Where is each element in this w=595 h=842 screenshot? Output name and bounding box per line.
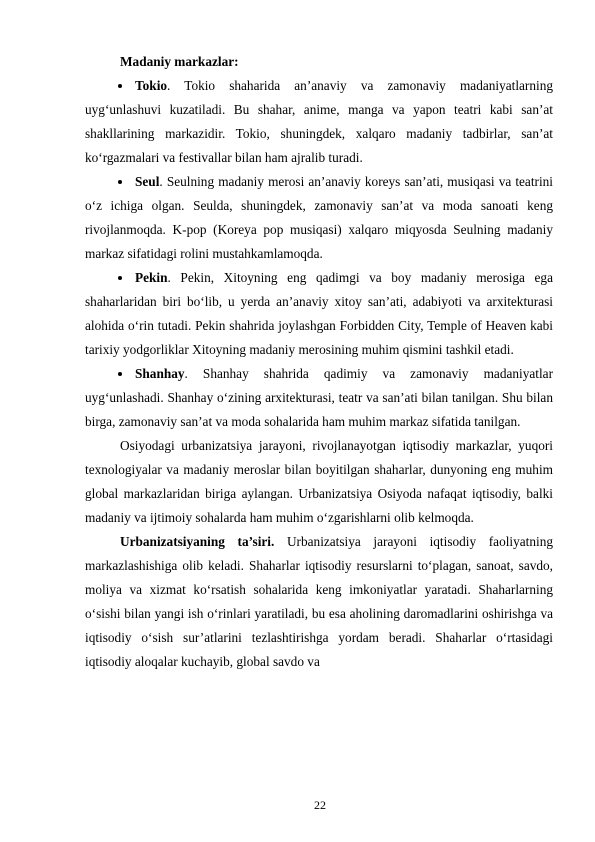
bullet-term: Tokio [135,78,168,93]
bullet-item-seul [85,170,553,266]
bullet-item-tokio [85,74,553,170]
bullet-text: . Seulning madaniy merosi an’anaviy koreys san’ati, musiqasi va teatrini o‘z ichiga olgan. Seulda, shuningdek, zamonaviy san’at va moda sanoati keng rivojlanmoqda. K-pop (Koreya pop musiqasi) xalqaro miqyosda Seulning madaniy markaz sifatidagi rolini mustahkamlamoqda. [85,174,553,261]
paragraph-text: Urbanizatsiya jarayoni iqtisodiy faoliyatning markazlashishiga olib keladi. Shaharlar iqtisodiy resurslarni to‘plagan, sanoat, savdo, moliya va xizmat ko‘rsatish sohalarida keng imkoniyatlar yaratadi. Shaharlarning o‘sishi bilan yangi ish o‘rinlari yaratiladi, bu esa aholining daromadlarini oshirishga va iqtisodiy o‘sish sur’atlarini tezlashtirishga yordam beradi. Shaharlar o‘rtasidagi iqtisodiy aloqalar kuchayib, global savdo va [85,534,554,669]
bullet-item-shanhay [85,362,553,434]
bullet-icon [118,180,122,184]
bullet-term: Pekin [135,270,168,285]
bullet-icon [118,372,122,376]
bullet-term: Seul [135,174,160,189]
bullet-text: . Shanhay shahrida qadimiy va zamonaviy madaniyatlar uyg‘unlashadi. Shanhay o‘zining arxitekturasi, teatr va san’ati bilan tanilgan. Shu bilan birga, zamonaviy san’at va moda sohalarida ham muhim markaz sifatida tanilgan. [85,366,553,429]
bullet-icon [118,84,122,88]
paragraph-urbanization-asia: Osiyodagi urbanizatsiya jarayoni, rivojlanayotgan iqtisodiy markazlar, yuqori texnologiyalar va madaniy meroslar bilan boyitilgan shaharlar, dunyoning eng muhim global markazlaridan biriga aylangan. Urbanizatsiya Osiyoda nafaqat iqtisodiy, balki madaniy va ijtimoiy sohalarda ham muhim o‘zgarishlarni olib kelmoqda. [85,438,553,525]
paragraph-urbanization-impact [85,530,553,674]
bullet-text: . Tokio shaharida an’anaviy va zamonaviy madaniyatlarning uyg‘unlashuvi kuzatiladi. Bu shahar, anime, manga va yapon teatri kabi san’at shakllarining markazidir. Tokio, shuningdek, xalqaro madaniy tadbirlar, san’at ko‘rgazmalari va festivallar bilan ham ajralib turadi. [85,78,553,165]
bullet-text: . Pekin, Xitoyning eng qadimgi va boy madaniy merosiga ega shaharlaridan biri bo‘lib, u yerda an’anaviy xitoy san’ati, adabiyoti va arxitekturasi alohida o‘rin tutadi. Pekin shahrida joylashgan Forbidden City, Temple of Heaven kabi tarixiy yodgorliklar Xitoyning madaniy merosining muhim qismini tashkil etadi. [85,270,553,357]
paragraph-lead: Urbanizatsiyaning ta’siri. [120,534,275,549]
page-number: 22 [314,798,326,812]
bullet-icon [118,276,122,280]
page-content [85,50,553,674]
section-heading: Madaniy markazlar: [120,54,239,69]
bullet-item-pekin [85,266,553,362]
bullet-term: Shanhay [135,366,185,381]
